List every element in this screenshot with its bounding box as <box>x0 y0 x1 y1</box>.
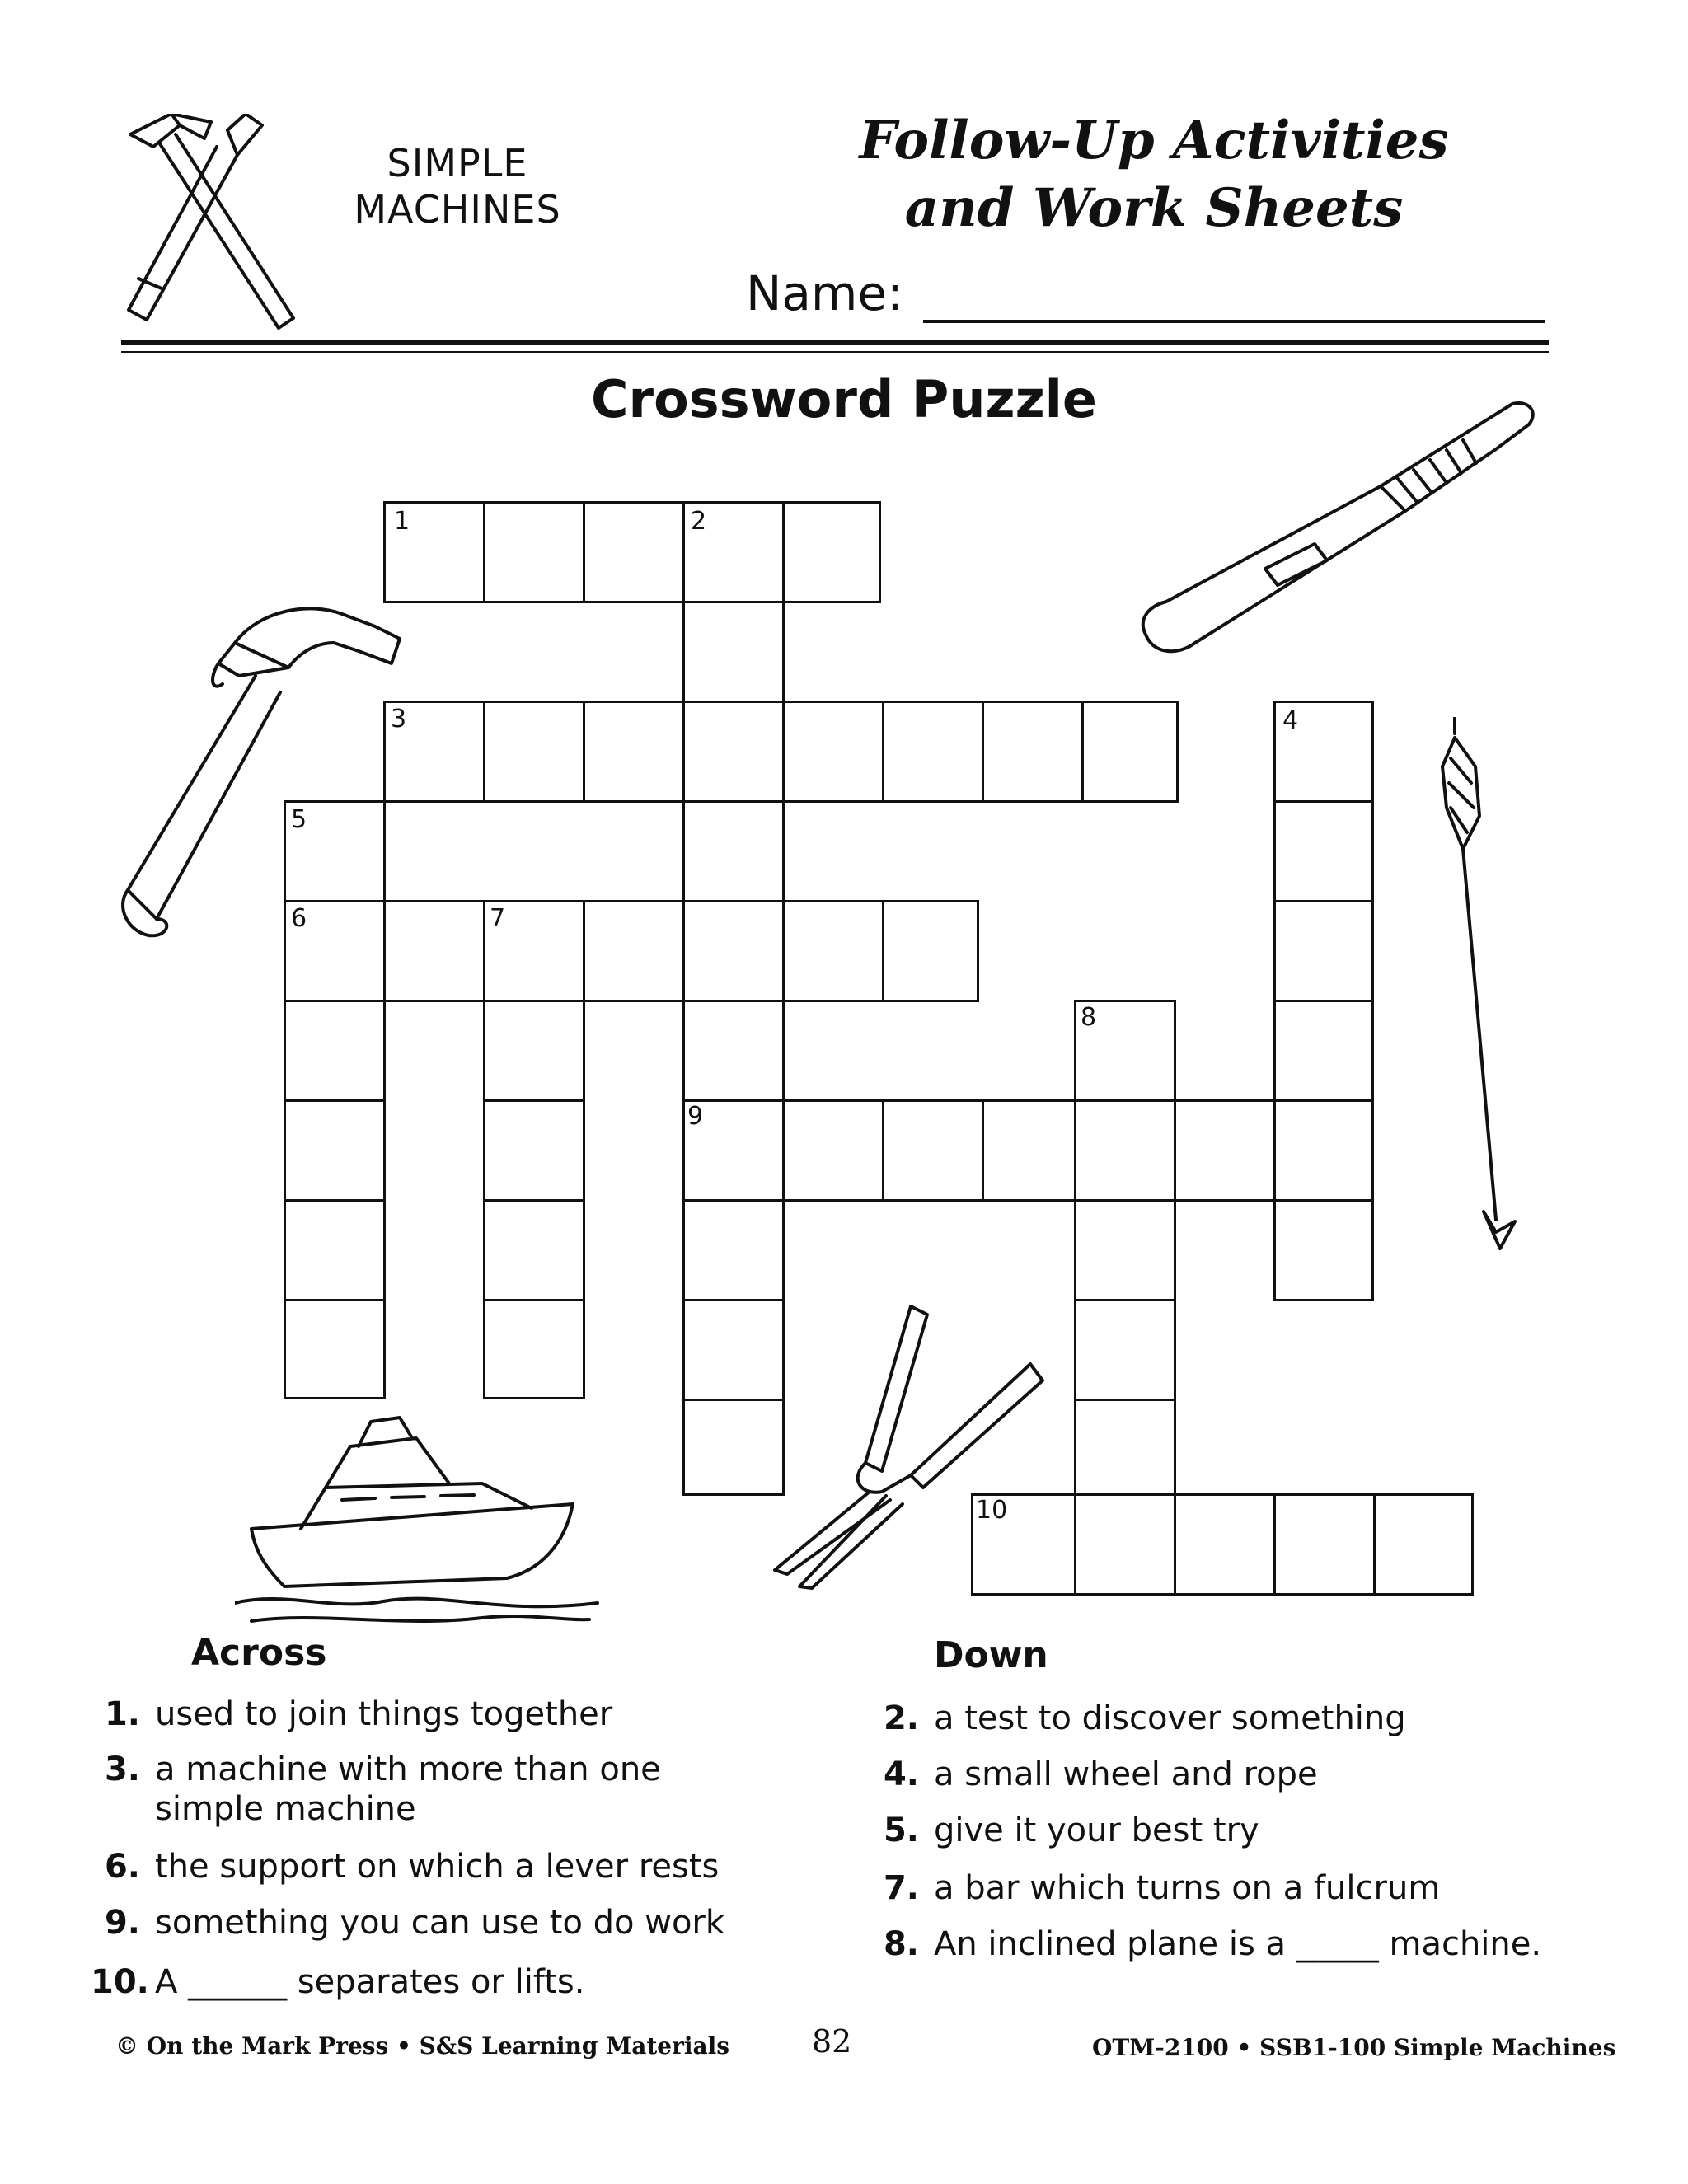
grid-cell[interactable] <box>483 1099 585 1202</box>
grid-cell[interactable] <box>284 1099 386 1202</box>
across-clue-number: 3. <box>104 1750 140 1788</box>
grid-cell[interactable] <box>1273 900 1374 1002</box>
clue-number-9: 9 <box>687 1102 704 1131</box>
across-clue-number: 9. <box>104 1904 140 1942</box>
across-clue-text: a machine with more than one <box>155 1750 661 1788</box>
name-label: Name: <box>746 265 903 321</box>
clue-number-4: 4 <box>1282 706 1299 735</box>
grid-cell[interactable] <box>682 1199 785 1301</box>
grid-cell[interactable] <box>782 701 884 803</box>
grid-cell[interactable] <box>483 1199 585 1301</box>
grid-cell[interactable] <box>483 1000 585 1102</box>
clue-number-3: 3 <box>391 705 407 733</box>
down-clue-number: 4. <box>883 1755 919 1793</box>
grid-cell[interactable] <box>882 900 979 1002</box>
grid-cell[interactable] <box>782 900 884 1002</box>
hammer-icon <box>111 593 424 956</box>
footer-product-code: OTM-2100 • SSB1-100 Simple Machines <box>1092 2034 1616 2061</box>
down-heading: Down <box>934 1634 1048 1676</box>
grid-cell[interactable] <box>982 1099 1084 1202</box>
grid-cell[interactable] <box>1273 1000 1374 1102</box>
arrow-icon <box>1418 717 1517 1294</box>
brand-line-2: MACHINES <box>354 187 561 232</box>
across-clue-number: 10. <box>91 1963 149 2001</box>
grid-cell[interactable] <box>1174 1099 1276 1202</box>
brand-line-1: SIMPLE <box>387 141 528 185</box>
grid-cell[interactable] <box>1174 1493 1276 1596</box>
down-clue-number: 2. <box>883 1699 919 1737</box>
across-clue-text: simple machine <box>155 1790 416 1828</box>
grid-cell[interactable] <box>682 800 785 902</box>
down-clue-text: a bar which turns on a fulcrum <box>934 1869 1441 1907</box>
down-clue-number: 7. <box>883 1869 919 1907</box>
clue-number-1: 1 <box>394 507 410 536</box>
grid-cell[interactable] <box>1074 1399 1176 1501</box>
grid-cell[interactable] <box>483 501 585 603</box>
across-clue-text: the support on which a lever rests <box>155 1848 720 1886</box>
clue-number-7: 7 <box>490 904 506 933</box>
grid-cell[interactable] <box>1074 1493 1176 1596</box>
grid-cell[interactable] <box>1373 1493 1474 1596</box>
grid-cell[interactable] <box>682 900 785 1002</box>
heading-line-1: Follow-Up Activities <box>859 110 1449 171</box>
down-clue-text: a small wheel and rope <box>934 1755 1318 1793</box>
footer-publisher: © On the Mark Press • S&S Learning Materials <box>115 2032 730 2060</box>
baseball-bat-icon <box>1133 387 1545 668</box>
grid-cell[interactable] <box>483 701 585 803</box>
grid-cell[interactable] <box>882 1099 984 1202</box>
across-clue-text: something you can use to do work <box>155 1904 725 1942</box>
grid-cell[interactable] <box>982 701 1084 803</box>
grid-cell[interactable] <box>1081 701 1179 803</box>
clue-number-8: 8 <box>1081 1003 1097 1032</box>
grid-cell[interactable] <box>284 1199 386 1301</box>
grid-cell[interactable] <box>682 1000 785 1102</box>
grid-cell[interactable] <box>1273 1099 1374 1202</box>
page-number: 82 <box>812 2023 852 2060</box>
grid-cell[interactable] <box>1074 1299 1176 1401</box>
across-clue-number: 1. <box>104 1695 140 1733</box>
grid-cell[interactable] <box>882 701 984 803</box>
grid-cell[interactable] <box>583 900 685 1002</box>
across-clue-text: used to join things together <box>155 1695 613 1733</box>
down-clue-text: give it your best try <box>934 1811 1259 1849</box>
clue-number-10: 10 <box>976 1496 1008 1525</box>
grid-cell[interactable] <box>682 601 785 703</box>
down-clue-text: An inclined plane is a _____ machine. <box>934 1925 1542 1963</box>
grid-cell[interactable] <box>782 1099 884 1202</box>
grid-cell[interactable] <box>284 1000 386 1102</box>
grid-cell[interactable] <box>583 501 685 603</box>
grid-cell[interactable] <box>483 1299 585 1399</box>
puzzle-title: Crossword Puzzle <box>591 369 1097 429</box>
grid-cell[interactable] <box>682 701 785 803</box>
grid-cell[interactable] <box>1074 1099 1176 1202</box>
down-clue-number: 8. <box>883 1925 919 1963</box>
grid-cell[interactable] <box>583 701 685 803</box>
clue-number-5: 5 <box>291 805 307 834</box>
grid-cell[interactable] <box>1273 1493 1376 1596</box>
down-clue-text: a test to discover something <box>934 1699 1406 1737</box>
grid-cell[interactable] <box>1273 1199 1374 1301</box>
boat-icon <box>235 1405 606 1636</box>
across-heading: Across <box>191 1632 327 1674</box>
across-clue-number: 6. <box>104 1848 140 1886</box>
clue-number-6: 6 <box>291 904 307 933</box>
down-clue-number: 5. <box>883 1811 919 1849</box>
pruning-shears-icon <box>767 1298 1047 1595</box>
clue-number-2: 2 <box>691 507 707 536</box>
grid-cell[interactable] <box>782 501 881 603</box>
grid-cell[interactable] <box>1074 1199 1176 1301</box>
grid-cell[interactable] <box>1273 800 1374 902</box>
across-clue-text: A ______ separates or lifts. <box>155 1963 585 2001</box>
grid-cell[interactable] <box>284 1299 386 1399</box>
heading-line-2: and Work Sheets <box>904 177 1404 239</box>
